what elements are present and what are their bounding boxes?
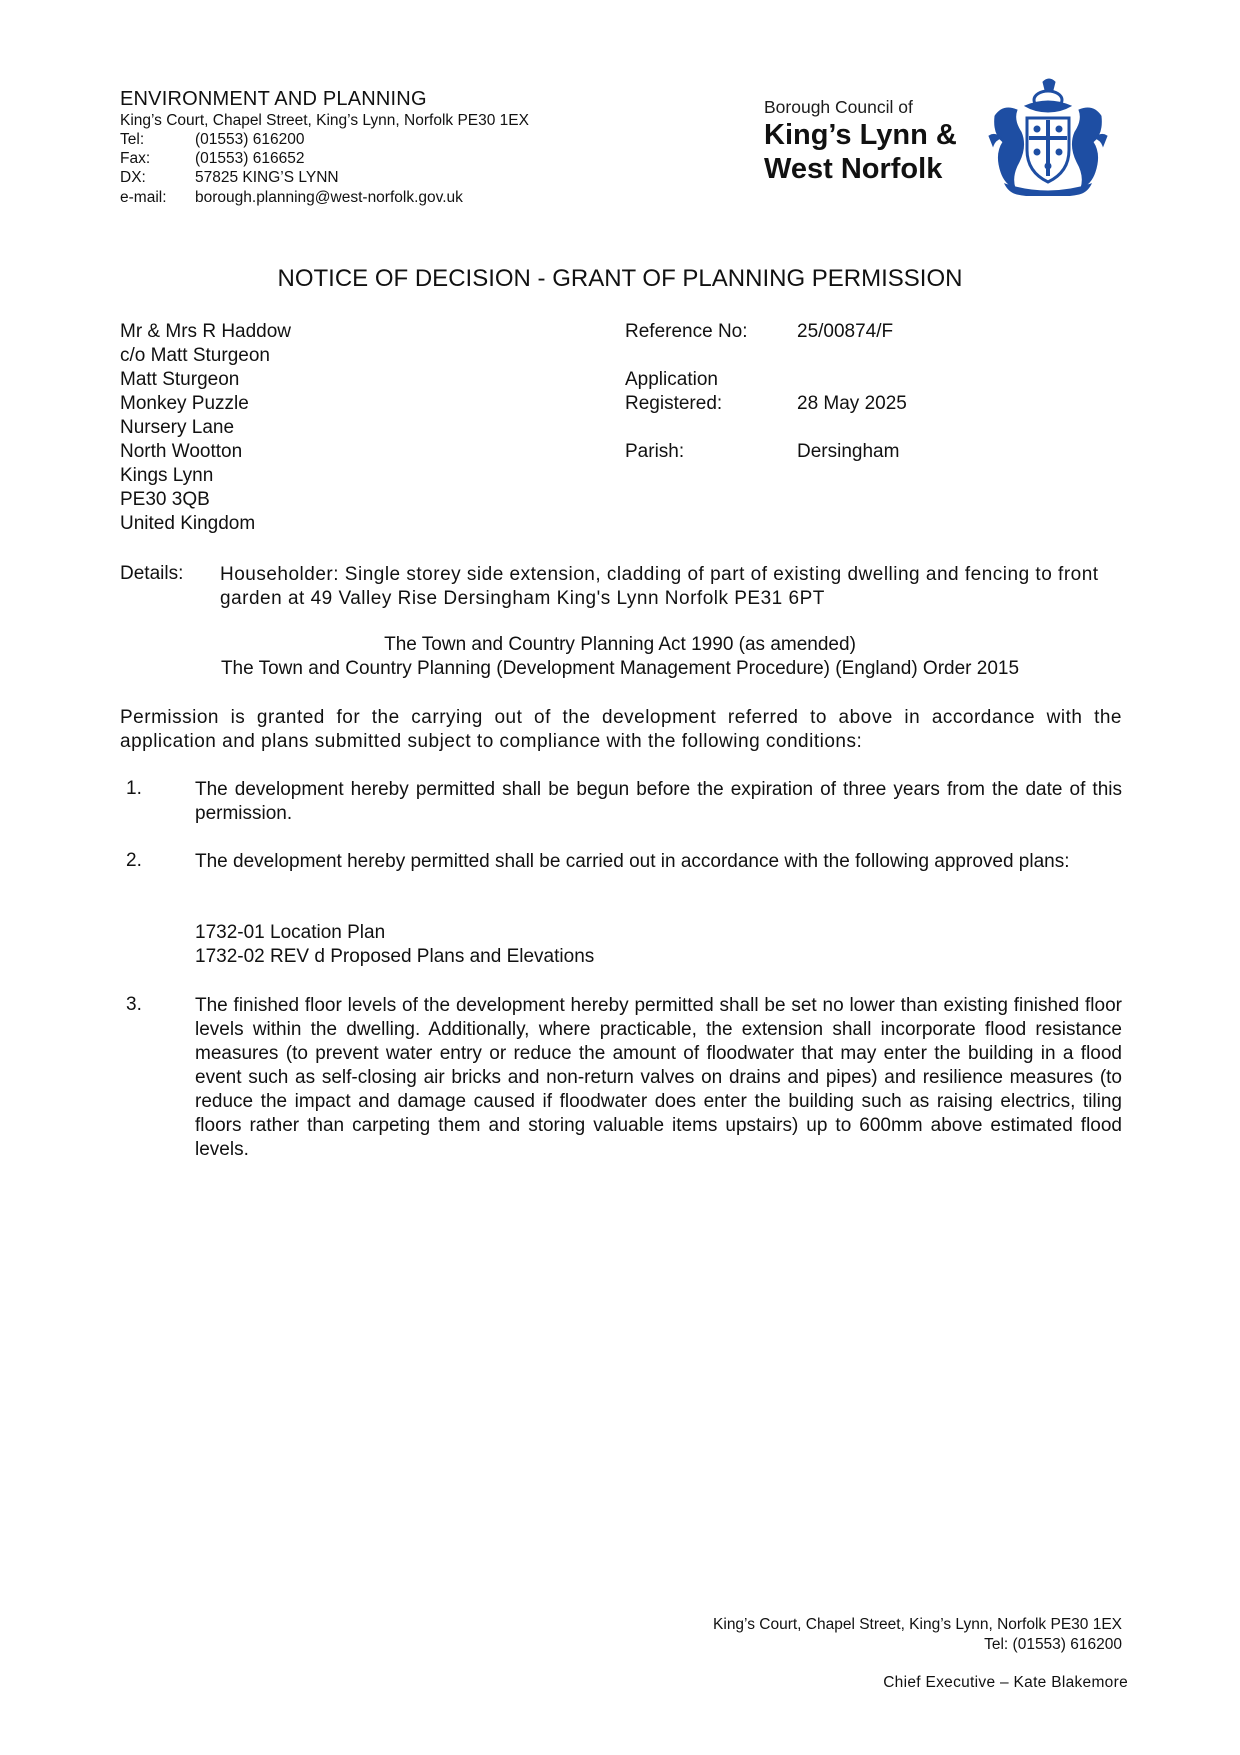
registered-label: Registered: [625, 393, 723, 414]
parish-label: Parish: [625, 441, 685, 462]
logo-line-3: West Norfolk [764, 153, 943, 185]
reference-value: 25/00874/F [797, 321, 894, 342]
applicant-address-line: Nursery Lane [120, 417, 235, 438]
contact-value: borough.planning@west-norfolk.gov.uk [195, 189, 463, 206]
department-address: King’s Court, Chapel Street, King’s Lynn, Norfolk PE30 1EX [120, 112, 529, 129]
parish-value: Dersingham [797, 441, 900, 462]
contact-value: (01553) 616200 [195, 131, 305, 148]
condition-number: 1. [126, 778, 142, 799]
details-text: Householder: Single storey side extension, cladding of part of existing dwelling and fencing to front garden at 49 Valley Rise Dersingham King's Lynn Norfolk PE31 6PT [220, 564, 1099, 609]
contact-label: DX: [120, 169, 146, 186]
notice-title: NOTICE OF DECISION - GRANT OF PLANNING PERMISSION [277, 265, 963, 292]
applicant-address-line: Matt Sturgeon [120, 369, 240, 390]
council-logo-text [764, 97, 957, 186]
condition-text: The development hereby permitted shall be carried out in accordance with the following approved plans: [195, 851, 1070, 872]
contact-dx [120, 169, 339, 187]
contact-label: e-mail: [120, 189, 167, 206]
applicant-address-line: c/o Matt Sturgeon [120, 345, 270, 366]
details-label: Details: [120, 563, 184, 584]
application-label: Application [625, 369, 718, 390]
applicant-address-line: PE30 3QB [120, 489, 210, 510]
condition-text: The development hereby permitted shall be begun before the expiration of three years from the date of this permission. [195, 779, 1122, 824]
footer-address: King’s Court, Chapel Street, King’s Lynn, Norfolk PE30 1EX [713, 1616, 1122, 1633]
contact-fax [120, 150, 304, 168]
approved-plan: 1732-02 REV d Proposed Plans and Elevations [195, 946, 595, 967]
registered-date: 28 May 2025 [797, 393, 907, 414]
contact-label: Fax: [120, 150, 151, 167]
reference-label: Reference No: [625, 321, 748, 342]
act-line: The Town and Country Planning (Development Management Procedure) (England) Order 2015 [220, 658, 1020, 679]
condition-number: 3. [126, 994, 142, 1015]
contact-tel [120, 131, 304, 149]
permission-text: Permission is granted for the carrying out of the development referred to above in accordance with the application and plans submitted subject to compliance with the following conditions: [120, 707, 1122, 752]
footer-tel: Tel: (01553) 616200 [984, 1636, 1122, 1653]
logo-line-1: Borough Council of [764, 97, 913, 117]
condition-number: 2. [126, 850, 142, 871]
applicant-address-line: North Wootton [120, 441, 243, 462]
applicant-address-line: Monkey Puzzle [120, 393, 249, 414]
council-crest-icon [985, 76, 1111, 196]
contact-value: (01553) 616652 [195, 150, 305, 167]
contact-label: Tel: [120, 131, 145, 148]
applicant-address-line: United Kingdom [120, 513, 256, 534]
contact-email [120, 189, 463, 207]
applicant-address-line: Mr & Mrs R Haddow [120, 321, 292, 342]
approved-plan: 1732-01 Location Plan [195, 922, 386, 943]
logo-line-2: King’s Lynn & [764, 119, 957, 151]
contact-value: 57825 KING’S LYNN [195, 169, 339, 186]
applicant-address-line: Kings Lynn [120, 465, 214, 486]
department-title: ENVIRONMENT AND PLANNING [120, 88, 427, 110]
condition-text: The finished floor levels of the development hereby permitted shall be set no lower than existing finished floor levels within the dwelling. Additionally, where practicable, the extension shall incorporate flood resistance measures (to prevent water entry or reduce the amount of floodwater that may enter the building in a flood event such as self-closing air bricks and non-return valves on drains and pipes) and resilience measures (to reduce the impact and damage caused if floodwater does enter the building such as raising electrics, tiling floors rather than carpeting them and storing valuable items upstairs) up to 600mm above estimated flood levels. [195, 995, 1122, 1160]
act-line: The Town and Country Planning Act 1990 (as amended) [384, 634, 856, 655]
footer-chief-executive: Chief Executive – Kate Blakemore [883, 1674, 1128, 1691]
